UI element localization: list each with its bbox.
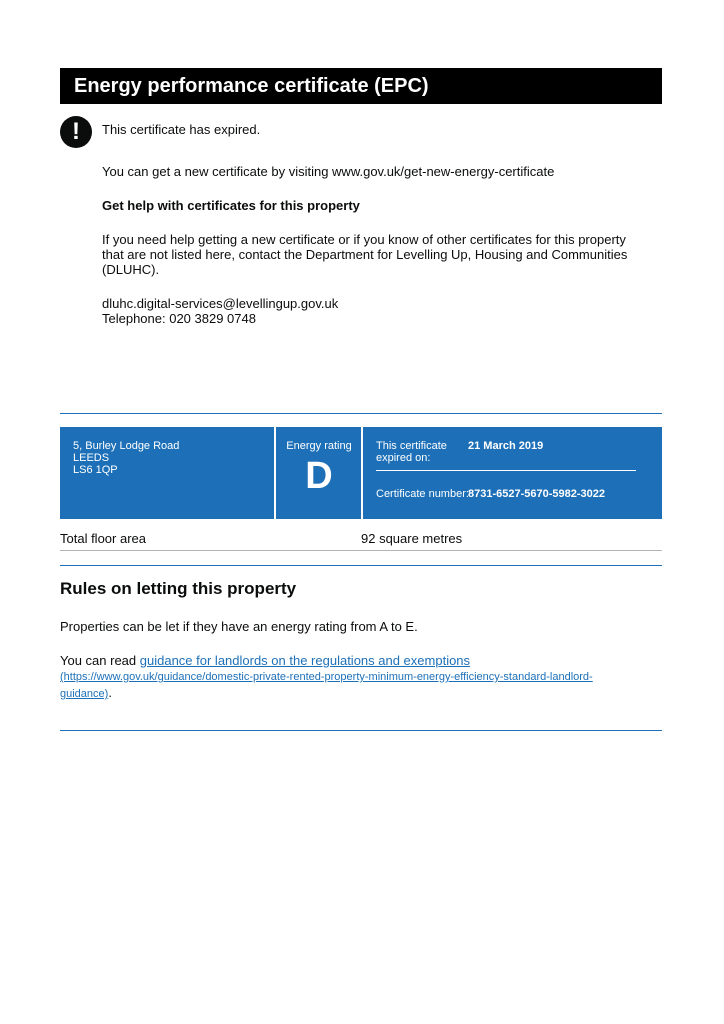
rules-heading: Rules on letting this property <box>60 579 297 598</box>
guidance-url-line-1[interactable]: (https://www.gov.uk/guidance/domestic-private-rented-property-minimum-energy-efficiency-standard-landlord- <box>60 671 593 683</box>
divider <box>60 550 662 551</box>
floor-area-label: Total floor area <box>60 531 146 546</box>
certificate-summary-panel <box>60 427 662 519</box>
guidance-url-line-2[interactable]: guidance) <box>60 688 109 700</box>
address-line-1: 5, Burley Lodge Road <box>73 440 180 452</box>
page-title: Energy performance certificate (EPC) <box>60 68 662 104</box>
expired-notice: This certificate has expired. <box>102 122 261 137</box>
exclamation-icon: ! <box>60 116 92 148</box>
divider <box>60 413 662 414</box>
expired-on-label: This certificate expired on: <box>376 440 447 464</box>
panel-divider <box>361 427 363 519</box>
help-text: If you need help getting a new certificate or if you know of other certificates for this property that are not listed here, contact the Department for Levelling Up, Housing and Communities (DLUHC). <box>102 232 628 277</box>
property-address <box>73 440 179 476</box>
address-line-2: LEEDS <box>73 452 110 464</box>
floor-area-value: 92 square metres <box>361 531 463 546</box>
energy-rating-label: Energy rating <box>286 440 352 452</box>
expiry-date: 21 March 2019 <box>468 440 544 452</box>
guidance-link[interactable]: guidance for landlords on the regulations and exemptions <box>139 653 471 668</box>
energy-rating-value: D <box>305 455 333 497</box>
contact-telephone: Telephone: 020 3829 0748 <box>102 311 256 326</box>
guidance-suffix: . <box>108 685 112 700</box>
address-postcode: LS6 1QP <box>73 464 118 476</box>
panel-divider <box>274 427 276 519</box>
certificate-number: 8731-6527-5670-5982-3022 <box>468 488 606 500</box>
rules-text: Properties can be let if they have an energy rating from A to E. <box>60 619 418 634</box>
contact-email: dluhc.digital-services@levellingup.gov.uk <box>102 296 339 311</box>
divider <box>60 730 662 731</box>
help-heading: Get help with certificates for this property <box>102 198 360 213</box>
guidance-prefix: You can read <box>60 653 140 668</box>
guidance-paragraph <box>60 653 662 702</box>
panel-inner-rule <box>376 470 636 471</box>
new-certificate-text: You can get a new certificate by visiting www.gov.uk/get-new-energy-certificate <box>102 164 555 179</box>
divider <box>60 565 662 566</box>
certificate-number-label: Certificate number: <box>376 488 469 500</box>
